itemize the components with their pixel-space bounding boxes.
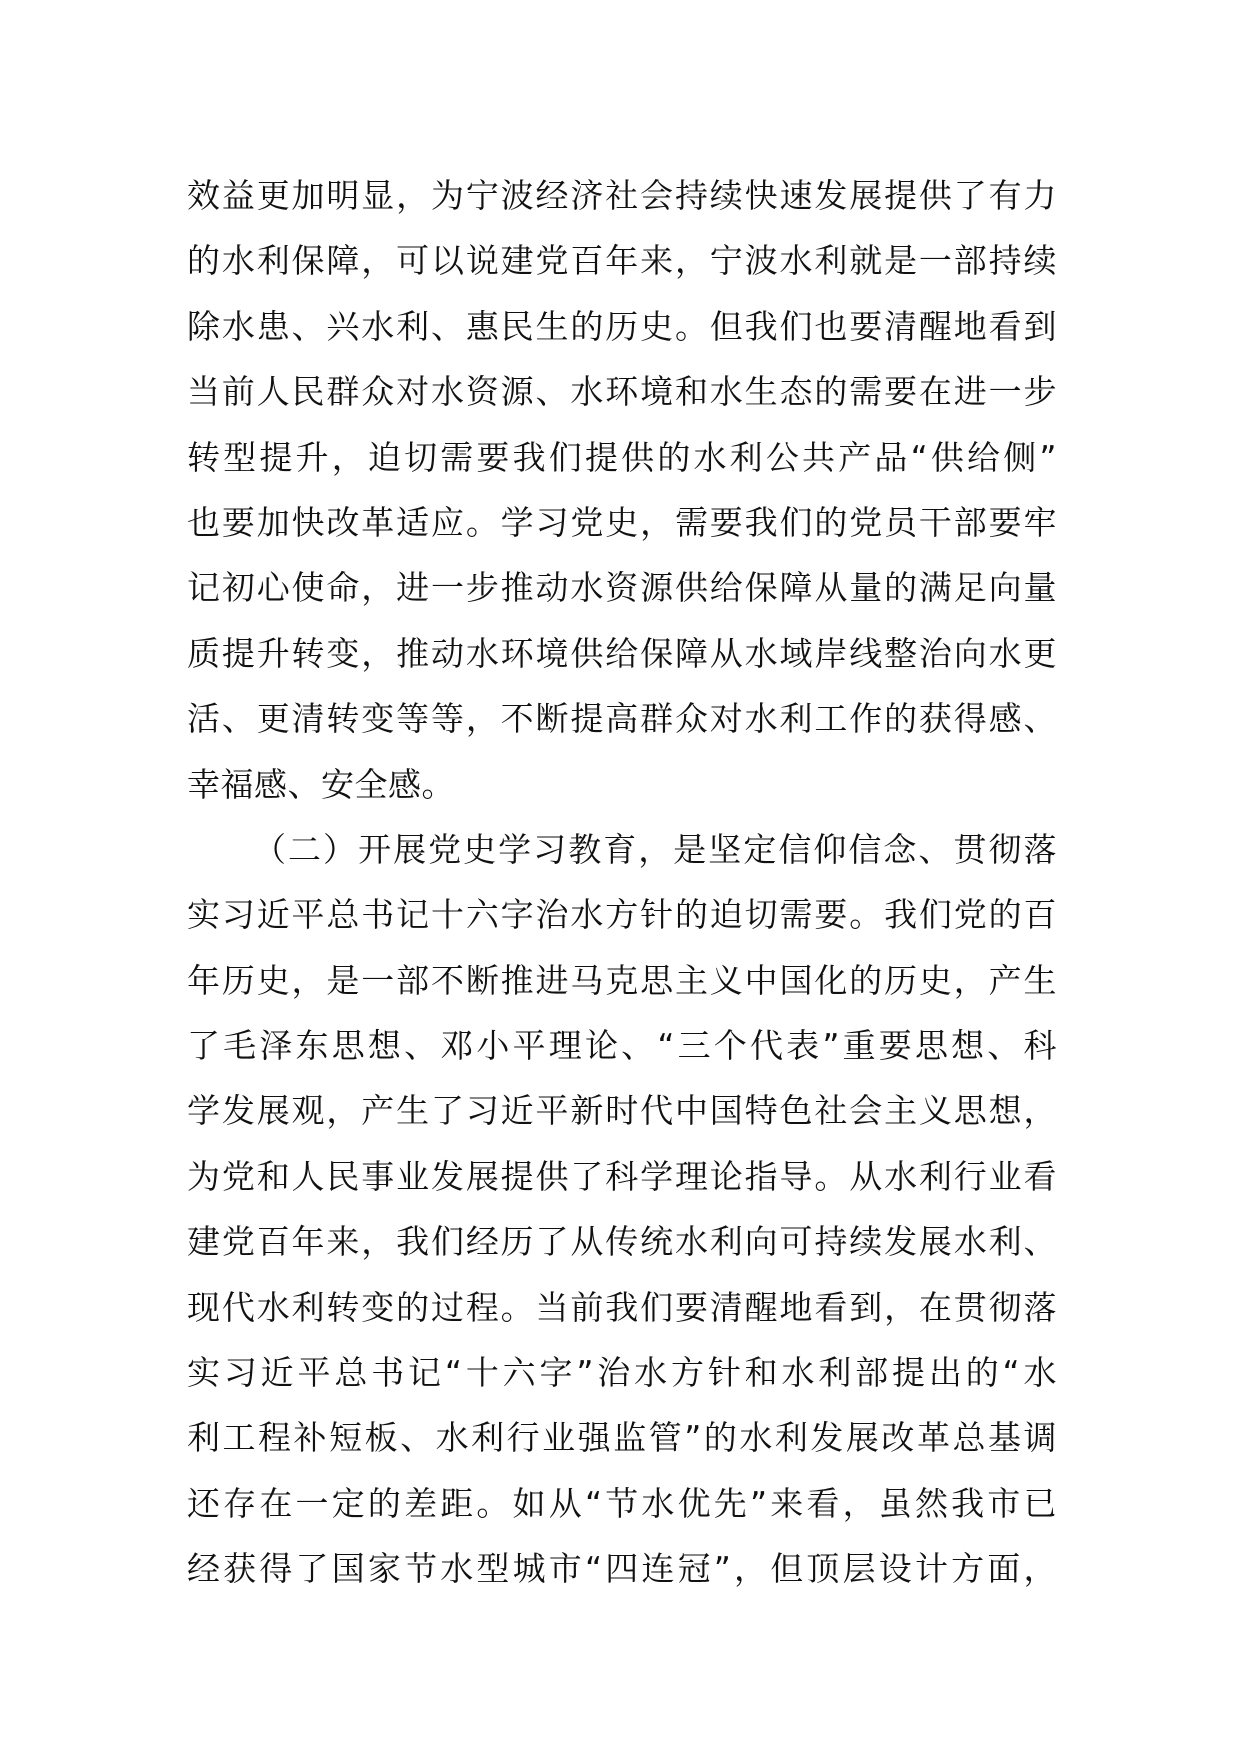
text-line: 年历史，是一部不断推进马克思主义中国化的历史，产生 — [187, 960, 1057, 1000]
text-line: 除水患、兴水利、惠民生的历史。但我们也要清醒地看到 — [187, 306, 1057, 346]
text-line: 为党和人民事业发展提供了科学理论指导。从水利行业看 — [187, 1156, 1057, 1196]
text-line: 现代水利转变的过程。当前我们要清醒地看到，在贯彻落 — [187, 1287, 1057, 1327]
text-line: 记初心使命，进一步推动水资源供给保障从量的满足向量 — [187, 568, 1057, 608]
text-line: 活、更清转变等等，不断提高群众对水利工作的获得感、 — [187, 699, 1057, 739]
body-text — [187, 163, 1057, 1602]
text-line: 还存在一定的差距。如从“节水优先”来看，虽然我市已 — [187, 1483, 1057, 1523]
text-line: 转型提升，迫切需要我们提供的水利公共产品“供给侧” — [187, 437, 1057, 477]
text-line: 经获得了国家节水型城市“四连冠”，但顶层设计方面， — [187, 1549, 1057, 1589]
section-heading-line: （二）开展党史学习教育，是坚定信仰信念、贯彻落 — [253, 829, 1057, 869]
text-line: 也要加快改革适应。学习党史，需要我们的党员干部要牢 — [187, 502, 1057, 542]
text-line: 实习近平总书记“十六字”治水方针和水利部提出的“水 — [187, 1353, 1057, 1393]
text-line: 了毛泽东思想、邓小平理论、“三个代表”重要思想、科 — [187, 1026, 1057, 1066]
text-line: 实习近平总书记十六字治水方针的迫切需要。我们党的百 — [187, 895, 1057, 935]
text-line: 的水利保障，可以说建党百年来，宁波水利就是一部持续 — [187, 241, 1057, 281]
text-line: 学发展观，产生了习近平新时代中国特色社会主义思想， — [187, 1091, 1057, 1131]
text-line: 效益更加明显，为宁波经济社会持续快速发展提供了有力 — [187, 176, 1057, 215]
text-line: 建党百年来，我们经历了从传统水利向可持续发展水利、 — [187, 1222, 1057, 1262]
text-line: 幸福感、安全感。 — [187, 764, 455, 804]
text-line: 利工程补短板、水利行业强监管”的水利发展改革总基调 — [187, 1418, 1057, 1458]
text-line: 当前人民群众对水资源、水环境和水生态的需要在进一步 — [187, 372, 1057, 412]
text-line: 质提升转变，推动水环境供给保障从水域岸线整治向水更 — [187, 633, 1057, 673]
